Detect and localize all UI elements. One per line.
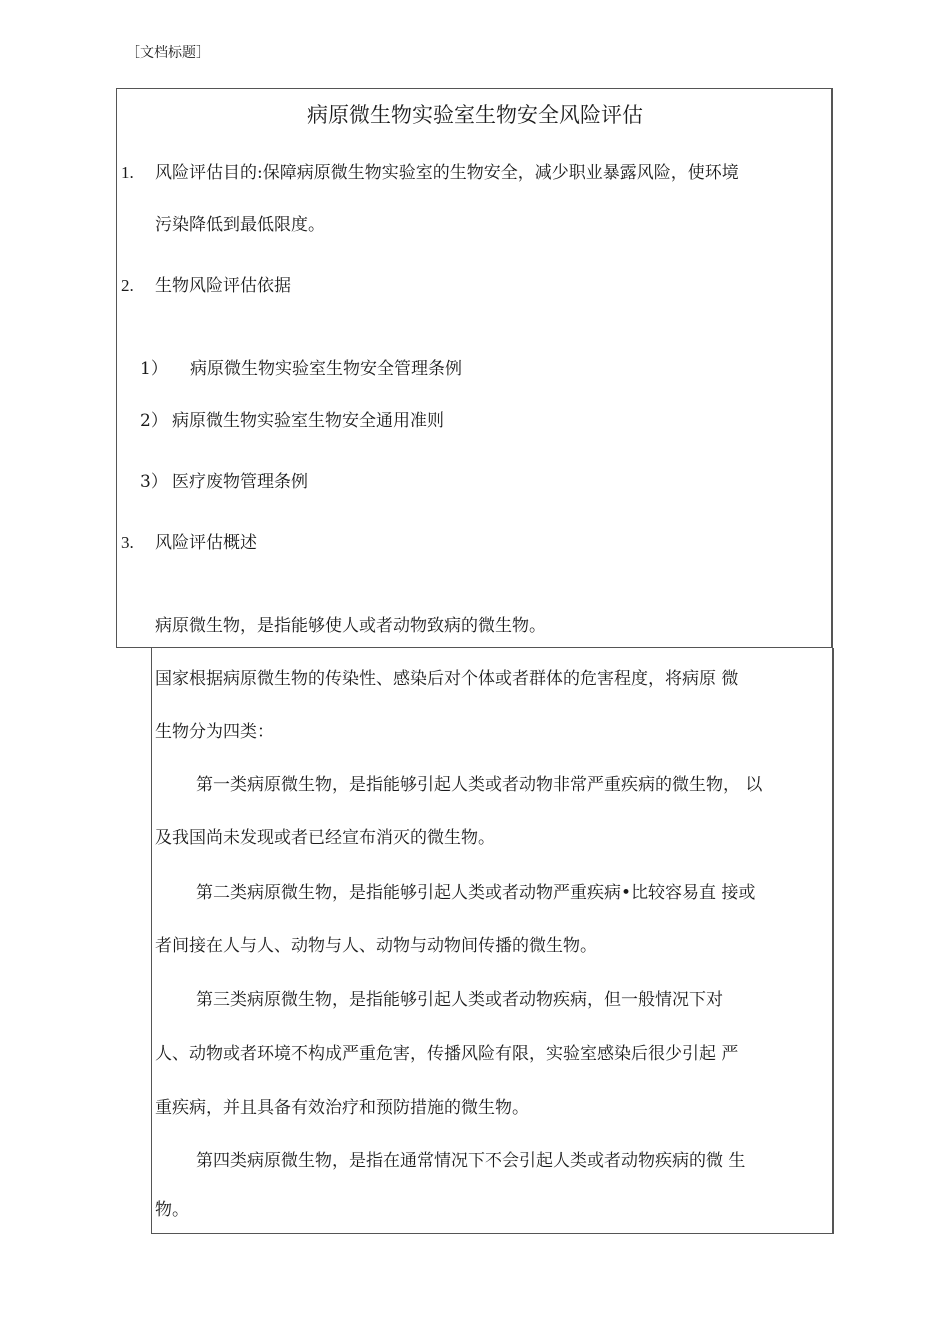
class4-line1: 第四类病原微生物，是指在通常情况下不会引起人类或者动物疾病的微 生 <box>196 1151 746 1171</box>
class2-line1: 第二类病原微生物，是指能够引起人类或者动物严重疾病•比较容易直 接或 <box>196 883 756 903</box>
list-item-1-marker: 1） <box>140 359 168 379</box>
section-2-heading: 生物风险评估依据 <box>155 276 291 296</box>
class1-line2: 及我国尚未发现或者已经宣布消灭的微生物。 <box>155 828 495 848</box>
document-title: 病原微生物实验室生物安全风险评估 <box>307 103 643 127</box>
section-2-number: 2. <box>121 276 134 295</box>
class4-line2: 物。 <box>155 1200 189 1220</box>
list-item-3-text: 医疗废物管理条例 <box>172 472 308 492</box>
document-header-label: ［文档标题］ <box>126 45 210 61</box>
overview-line1: 病原微生物，是指能够使人或者动物致病的微生物。 <box>155 616 546 636</box>
list-item-1-text: 病原微生物实验室生物安全管理条例 <box>190 359 462 379</box>
section-1-heading-line2: 污染降低到最低限度。 <box>155 215 325 235</box>
section-3-heading: 风险评估概述 <box>155 533 257 553</box>
overview-line3: 生物分为四类： <box>155 722 274 742</box>
section-3-number: 3. <box>121 533 134 552</box>
class3-line2: 人、动物或者环境不构成严重危害，传播风险有限，实验室感染后很少引起 严 <box>155 1044 739 1064</box>
overview-line2: 国家根据病原微生物的传染性、感染后对个体或者群体的危害程度，将病原 微 <box>155 669 739 689</box>
list-item-3-marker: 3） <box>140 472 168 492</box>
class3-line3: 重疾病，并且具备有效治疗和预防措施的微生物。 <box>155 1098 529 1118</box>
class2-line2: 者间接在人与人、动物与人、动物与动物间传播的微生物。 <box>155 936 597 956</box>
list-item-2-marker: 2） <box>140 411 168 431</box>
class1-line1: 第一类病原微生物，是指能够引起人类或者动物非常严重疾病的微生物， 以 <box>196 775 763 795</box>
class3-line1: 第三类病原微生物，是指能够引起人类或者动物疾病，但一般情况下对 <box>196 990 723 1010</box>
section-1-heading-line1: 风险评估目的:保障病原微生物实验室的生物安全，减少职业暴露风险，使环境 <box>155 163 739 183</box>
list-item-2-text: 病原微生物实验室生物安全通用准则 <box>172 411 444 431</box>
section-1-number: 1. <box>121 163 134 182</box>
